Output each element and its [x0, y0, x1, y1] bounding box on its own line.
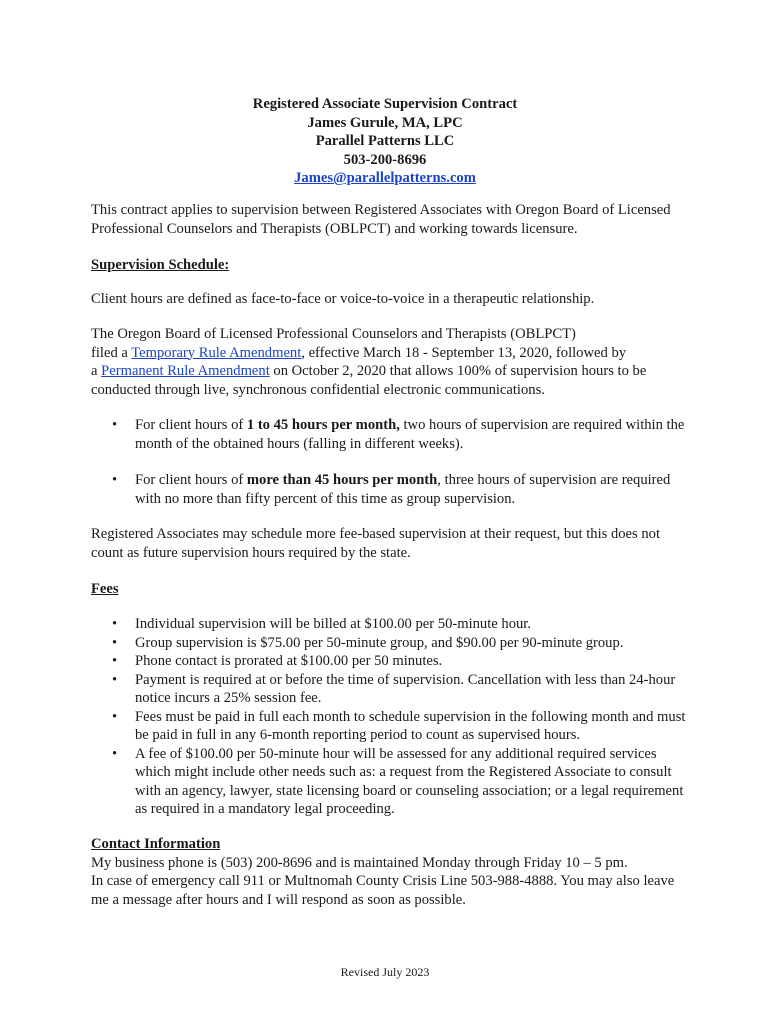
permanent-rule-link[interactable]: Permanent Rule Amendment: [101, 363, 270, 379]
list-item: • Group supervision is $75.00 per 50-minute group, and $90.00 per 90-minute group.: [91, 634, 691, 653]
board-line-1: The Oregon Board of Licensed Professional Counselors and Therapists (OBLPCT): [91, 326, 576, 342]
schedule-bullets: [91, 416, 691, 508]
schedule-heading: Supervision Schedule:: [91, 257, 230, 273]
email-link[interactable]: James@parallelpatterns.com: [294, 170, 476, 186]
bullet1-pre: For client hours of: [135, 417, 247, 433]
bullet2-bold: more than 45 hours per month: [246, 472, 438, 488]
schedule-section: [91, 256, 691, 275]
contact-heading: Contact Information: [91, 836, 221, 852]
fees-heading-section: [91, 580, 691, 599]
extra-supervision-paragraph: Registered Associates may schedule more fee-based supervision at their request, but this does not count as future supervision hours required by the state.: [91, 526, 661, 561]
list-item: • Fees must be paid in full each month to schedule supervision in the following month and must be paid in full in any 6-month reporting period to count as supervised hours.: [91, 708, 691, 745]
fees-list-section: [91, 615, 691, 819]
phone-number: 503-200-8696: [343, 151, 427, 168]
list-item: • Payment is required at or before the time of supervision. Cancellation with less than 24-hour notice incurs a 25% session fee.: [91, 671, 691, 708]
list-item: • Phone contact is prorated at $100.00 per 50 minutes.: [91, 652, 691, 671]
contact-line-2: In case of emergency call 911 or Multnomah County Crisis Line 503-988-4888. You may also leave me a message after hours and I will respond as soon as possible.: [91, 873, 675, 908]
bullet1-bold: 1 to 45 hours per month,: [246, 417, 400, 433]
list-item: • Individual supervision will be billed at $100.00 per 50-minute hour.: [91, 615, 691, 634]
client-hours-definition: Client hours are defined as face-to-face or voice-to-voice in a therapeutic relationship.: [91, 291, 595, 307]
contact-line-1: My business phone is (503) 200-8696 and is maintained Monday through Friday 10 – 5 pm.: [91, 854, 628, 871]
intro-section: [91, 201, 691, 238]
intro-paragraph: This contract applies to supervision between Registered Associates with Oregon Board of Licensed Professional Counselors and Therapists (OBLPCT) and working towards licensure.: [91, 202, 671, 237]
fees-heading: Fees: [91, 581, 119, 597]
client-hours-section: [91, 290, 691, 309]
document-title: Registered Associate Supervision Contract: [252, 96, 518, 112]
board-filed-text: filed a: [91, 344, 132, 361]
supervisor-name: James Gurule, MA, LPC: [307, 114, 463, 131]
board-rule-paragraph: [91, 325, 691, 399]
board-effective-text: , effective March 18 - September 13, 2020, followed by: [301, 344, 627, 361]
revision-footer: Revised July 2023: [340, 965, 430, 979]
contact-section: [91, 835, 691, 909]
bullet1-post: two hours of supervision are required within the month of the obtained hours (falling in different weeks).: [135, 417, 685, 452]
list-item: [91, 471, 691, 508]
document-header: [0, 95, 770, 188]
board-rest-text: on October 2, 2020 that allows 100% of supervision hours to be conducted through live, synchronous confidential electronic communications.: [91, 363, 647, 398]
bullet2-post: , three hours of supervision are required with no more than fifty percent of this time as group supervision.: [135, 472, 671, 507]
company-name: Parallel Patterns LLC: [315, 133, 455, 149]
extra-supervision-section: [91, 525, 691, 562]
list-item: [91, 416, 691, 453]
bullet2-pre: For client hours of: [135, 472, 247, 488]
board-rule-section: [91, 325, 691, 399]
board-a-text: a: [91, 363, 102, 379]
temporary-rule-link[interactable]: Temporary Rule Amendment: [131, 344, 302, 361]
list-item: • A fee of $100.00 per 50-minute hour will be assessed for any additional required services which might include other needs such as: a request from the Registered Associate to consult with an agency, lawyer, state licensing board or counseling association; or a legal requirement as required in a mandatory legal proceeding.: [91, 745, 691, 819]
